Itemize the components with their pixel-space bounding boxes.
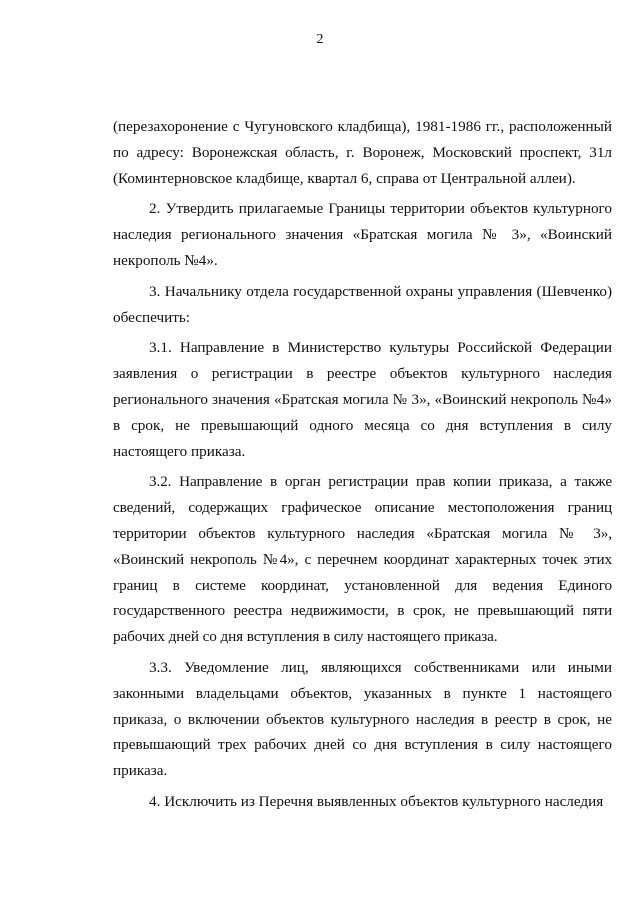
paragraph-continuation: (перезахоронение с Чугуновского кладбища), 1981-1986 гг., расположенный по адресу: Воронежская область, г. Воронеж, Московский проспект, 31л (Коминтерновское кладбище, квартал 6, справа от Центральной аллеи). — [113, 118, 612, 187]
paragraph-item-3-3: 3.3. Уведомление лиц, являющихся собственниками или иными законными владельцами объектов, указанных в пункте 1 настоящего приказа, о включении объектов культурного наследия в реестр в срок, не превышающий трех рабочих дней со дня вступления в силу настоящего приказа. — [113, 658, 612, 780]
paragraph-item-3: 3. Начальнику отдела государственной охраны управления (Шевченко) обеспечить: — [113, 282, 612, 326]
paragraph-item-4: 4. Исключить из Перечня выявленных объектов культурного наследия — [149, 792, 604, 810]
paragraph-item-3-1: 3.1. Направление в Министерство культуры Российской Федерации заявления о регистрации в реестре объектов культурного наследия регионального значения «Братская могила № 3», «Воинский некрополь №4» в срок, не превышающий одного месяца со дня вступления в силу настоящего приказа. — [113, 339, 612, 460]
document-body — [113, 114, 612, 820]
page-number: 2 — [316, 32, 324, 47]
paragraph-item-2: 2. Утвердить прилагаемые Границы территории объектов культурного наследия регионального значения «Братская могила № 3», «Воинский некрополь №4». — [113, 200, 612, 269]
paragraph-item-3-2: 3.2. Направление в орган регистрации прав копии приказа, а также сведений, содержащих графическое описание местоположения границ территории объектов культурного наследия «Братская могила № 3», «Воинский некрополь №4», с перечнем координат характерных точек этих границ в системе координат, установленной для ведения Единого государственного реестра недвижимости, в срок, не превышающий пяти рабочих дней со дня вступления в силу настоящего приказа. — [113, 473, 612, 646]
